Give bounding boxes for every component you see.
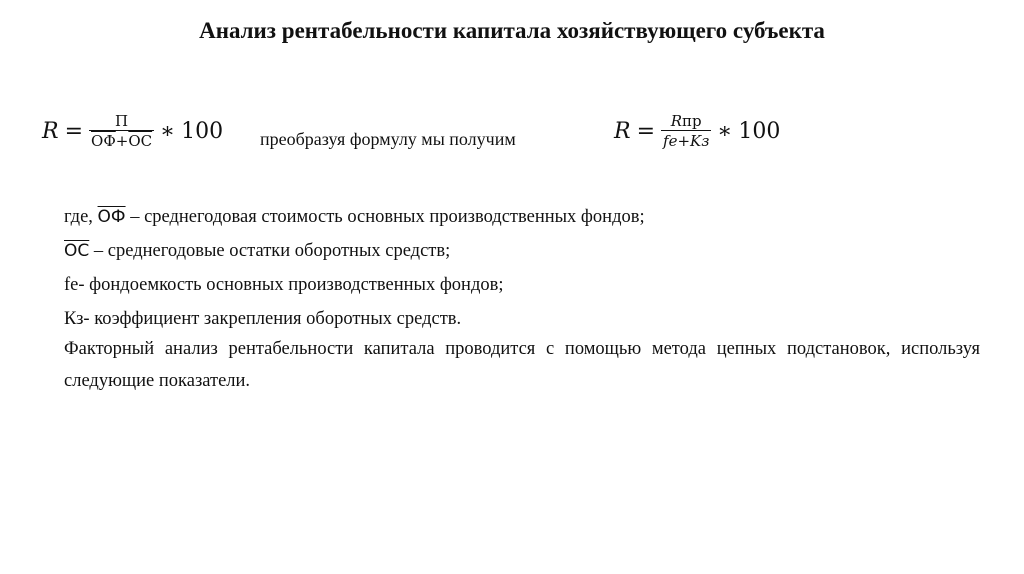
formula1-numerator: П	[115, 112, 129, 130]
formula2-num-var: R	[670, 112, 683, 130]
formula2-numerator	[669, 112, 704, 130]
formula2-lhs: R	[614, 118, 631, 144]
definition-fe: fe- фондоемкость основных производственных фондов;	[64, 275, 504, 295]
formula2-times: ∗	[717, 118, 733, 144]
formula1-lhs: R	[42, 118, 59, 144]
formula1-plus: +	[115, 132, 129, 150]
formula1-fraction	[89, 112, 154, 150]
slide-title: Анализ рентабельности капитала хозяйствующего субъекта	[199, 18, 825, 43]
formula2-denominator: fe+Kз	[663, 132, 710, 150]
formula2-fraction	[661, 112, 711, 150]
factor-analysis-paragraph: Факторный анализ рентабельности капитала проводится с помощью метода цепных подстановок, используя следующие показатели.	[64, 339, 980, 391]
formula2-factor: 100	[738, 118, 781, 144]
symbol-of: ОФ	[97, 207, 126, 227]
formula-transformed	[614, 112, 786, 150]
formula1-equals: =	[64, 118, 84, 144]
definition-of-text: – среднегодовая стоимость основных производственных фондов;	[130, 207, 645, 227]
definition-of	[64, 205, 980, 229]
formula1-den-a: ОФ	[91, 132, 116, 150]
definition-of-prefix: где,	[64, 207, 93, 227]
formula1-den-b: ОС	[128, 132, 153, 150]
formula1-factor: 100	[181, 118, 224, 144]
formula2-equals: =	[636, 118, 656, 144]
definitions-block	[64, 205, 980, 397]
symbol-os: ОС	[64, 241, 90, 261]
formula1-denominator	[89, 130, 154, 150]
definition-os-text: – среднегодовые остатки оборотных средств;	[93, 241, 451, 261]
formula2-num-sub: пр	[682, 112, 702, 130]
formula1-times: ∗	[160, 118, 176, 144]
definition-kz: Кз- коэффициент закрепления оборотных средств.	[64, 309, 462, 329]
definition-os	[64, 239, 980, 263]
formula-profitability	[42, 112, 229, 150]
transition-text: преобразуя формулу мы получим	[260, 129, 516, 149]
